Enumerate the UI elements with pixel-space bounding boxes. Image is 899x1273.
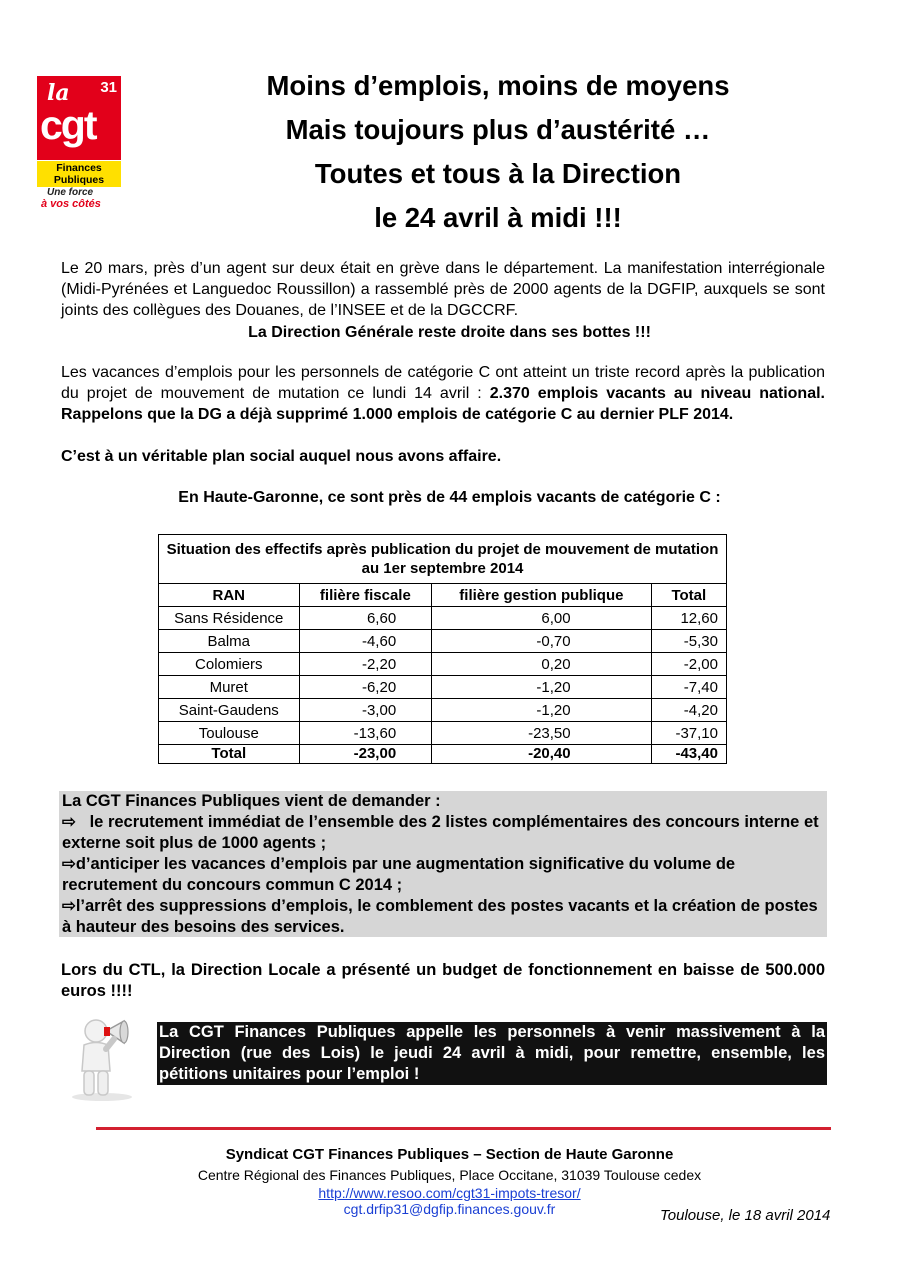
table-total-row	[159, 745, 727, 764]
title-line: le 24 avril à midi !!!	[374, 202, 622, 233]
demand-text: le recrutement immédiat de l’ensemble des 2 listes complémentaires des concours interne et externe soit plus de 1000 agents ;	[62, 813, 819, 852]
table-cell: 12,60	[651, 607, 726, 630]
demand-item	[59, 854, 827, 896]
table-cell: -1,20	[432, 676, 651, 699]
table-cell: Colomiers	[159, 653, 300, 676]
table-cell: 6,00	[432, 607, 651, 630]
demands-box	[59, 791, 827, 937]
ctl-paragraph: Lors du CTL, la Direction Locale a présenté un budget de fonctionnement en baisse de 500.000 euros !!!!	[61, 961, 825, 1000]
table-cell: Toulouse	[159, 722, 300, 745]
cgt-logo	[37, 76, 123, 212]
effectifs-table	[158, 534, 727, 764]
footer-url-link[interactable]: http://www.resoo.com/cgt31-impots-tresor/	[318, 1185, 581, 1201]
table-cell: 6,60	[299, 607, 432, 630]
table-cell: Muret	[159, 676, 300, 699]
vacancies-paragraph	[61, 362, 825, 425]
callout-box: La CGT Finances Publiques appelle les personnels à venir massivement à la Direction (rue des Lois) le jeudi 24 avril à midi, pour remettre, ensemble, les pétitions unitaires pour l’emploi !	[159, 1023, 825, 1083]
table-cell: -2,00	[651, 653, 726, 676]
footer-divider	[96, 1127, 831, 1130]
demands-intro: La CGT Finances Publiques vient de demander :	[62, 792, 441, 810]
table-header: filière gestion publique	[432, 584, 651, 607]
table-cell: -13,60	[299, 722, 432, 745]
table-cell: -20,40	[432, 745, 651, 764]
table-row	[159, 699, 727, 722]
table-row	[159, 676, 727, 699]
table-cell: -23,50	[432, 722, 651, 745]
arrow-right-icon: ⇨	[62, 813, 76, 831]
table-row	[159, 722, 727, 745]
table-cell: Total	[159, 745, 300, 764]
megaphone-figure-icon	[62, 1013, 142, 1101]
table-cell: -3,00	[299, 699, 432, 722]
demand-text: d’anticiper les vacances d’emplois par une augmentation significative du volume de recrutement du concours commun C 2014 ;	[62, 855, 736, 894]
logo-line1: Finances	[56, 162, 102, 174]
table-cell: -0,70	[432, 630, 651, 653]
logo-slogan1: Une force	[47, 187, 94, 198]
table-cell: Saint-Gaudens	[159, 699, 300, 722]
title-line: Mais toujours plus d’austérité …	[285, 114, 711, 145]
table-cell: -4,20	[651, 699, 726, 722]
demand-item	[59, 812, 827, 854]
logo-slogan2: à vos côtés	[41, 198, 101, 210]
logo-line2: Publiques	[53, 174, 105, 186]
arrow-right-icon: ⇨	[62, 855, 76, 873]
footer-url-line	[0, 1185, 899, 1201]
table-cell: -43,40	[651, 745, 726, 764]
logo-red-block	[37, 76, 121, 160]
vacancies-bold: 2.370 emplois vacants au niveau national. Rappelons que la DG a déjà supprimé 1.000 emplois de catégorie C au dernier PLF 2014.	[61, 385, 825, 423]
logo-cgt: cgt	[40, 102, 96, 148]
page-title	[155, 64, 841, 240]
table-cell: 0,20	[432, 653, 651, 676]
table-cell: -5,30	[651, 630, 726, 653]
logo-finances-publiques	[37, 161, 121, 187]
table-cell: -1,20	[432, 699, 651, 722]
intro-paragraph	[61, 258, 825, 321]
table-row	[159, 630, 727, 653]
table-row	[159, 607, 727, 630]
intro-bold-line: La Direction Générale reste droite dans ses bottes !!!	[248, 324, 651, 341]
table-cell: Sans Résidence	[159, 607, 300, 630]
logo-number: 31	[100, 79, 117, 96]
table-cell: -7,40	[651, 676, 726, 699]
footer-date: Toulouse, le 18 avril 2014	[660, 1207, 831, 1224]
logo-la: la	[47, 80, 70, 106]
table-cell: -37,10	[651, 722, 726, 745]
footer-address: Centre Régional des Finances Publiques, Place Occitane, 31039 Toulouse cedex	[197, 1167, 702, 1183]
table-cell: Balma	[159, 630, 300, 653]
arrow-right-icon: ⇨	[62, 897, 76, 915]
table-cell: -2,20	[299, 653, 432, 676]
table-cell: -6,20	[299, 676, 432, 699]
title-line: Moins d’emplois, moins de moyens	[266, 70, 730, 101]
table-cell: -23,00	[299, 745, 432, 764]
table-row	[159, 653, 727, 676]
table-header: RAN	[159, 584, 300, 607]
title-line: Toutes et tous à la Direction	[314, 158, 682, 189]
table-header: filière fiscale	[299, 584, 432, 607]
table-caption: Situation des effectifs après publication du projet de mouvement de mutation au 1er septembre 2014	[159, 535, 727, 584]
demand-text: l’arrêt des suppressions d’emplois, le comblement des postes vacants et la création de postes à hauteur des besoins des services.	[62, 897, 818, 936]
vacancies-text: Les vacances d’emplois pour les personnels de catégorie C ont atteint un triste record après la publication du projet de mouvement de mutation ce lundi 14 avril :	[61, 364, 825, 402]
intro-text: Le 20 mars, près d’un agent sur deux était en grève dans le département. La manifestation interrégionale (Midi-Pyrénées et Languedoc Roussillon) a rassemblé près de 2000 agents de la DGFIP, auxquels se sont joints des collègues des Douanes, de l’INSEE et de la DGCCRF.	[61, 260, 825, 319]
table-cell: -4,60	[299, 630, 432, 653]
haute-garonne-line: En Haute-Garonne, ce sont près de 44 emplois vacants de catégorie C :	[178, 489, 721, 506]
table-header: Total	[651, 584, 726, 607]
footer-email[interactable]: cgt.drfip31@dgfip.finances.gouv.fr	[343, 1201, 556, 1217]
footer-org: Syndicat CGT Finances Publiques – Section de Haute Garonne	[225, 1146, 674, 1163]
demand-item	[59, 896, 827, 938]
vacancies-bold-line: C’est à un véritable plan social auquel nous avons affaire.	[61, 448, 502, 465]
